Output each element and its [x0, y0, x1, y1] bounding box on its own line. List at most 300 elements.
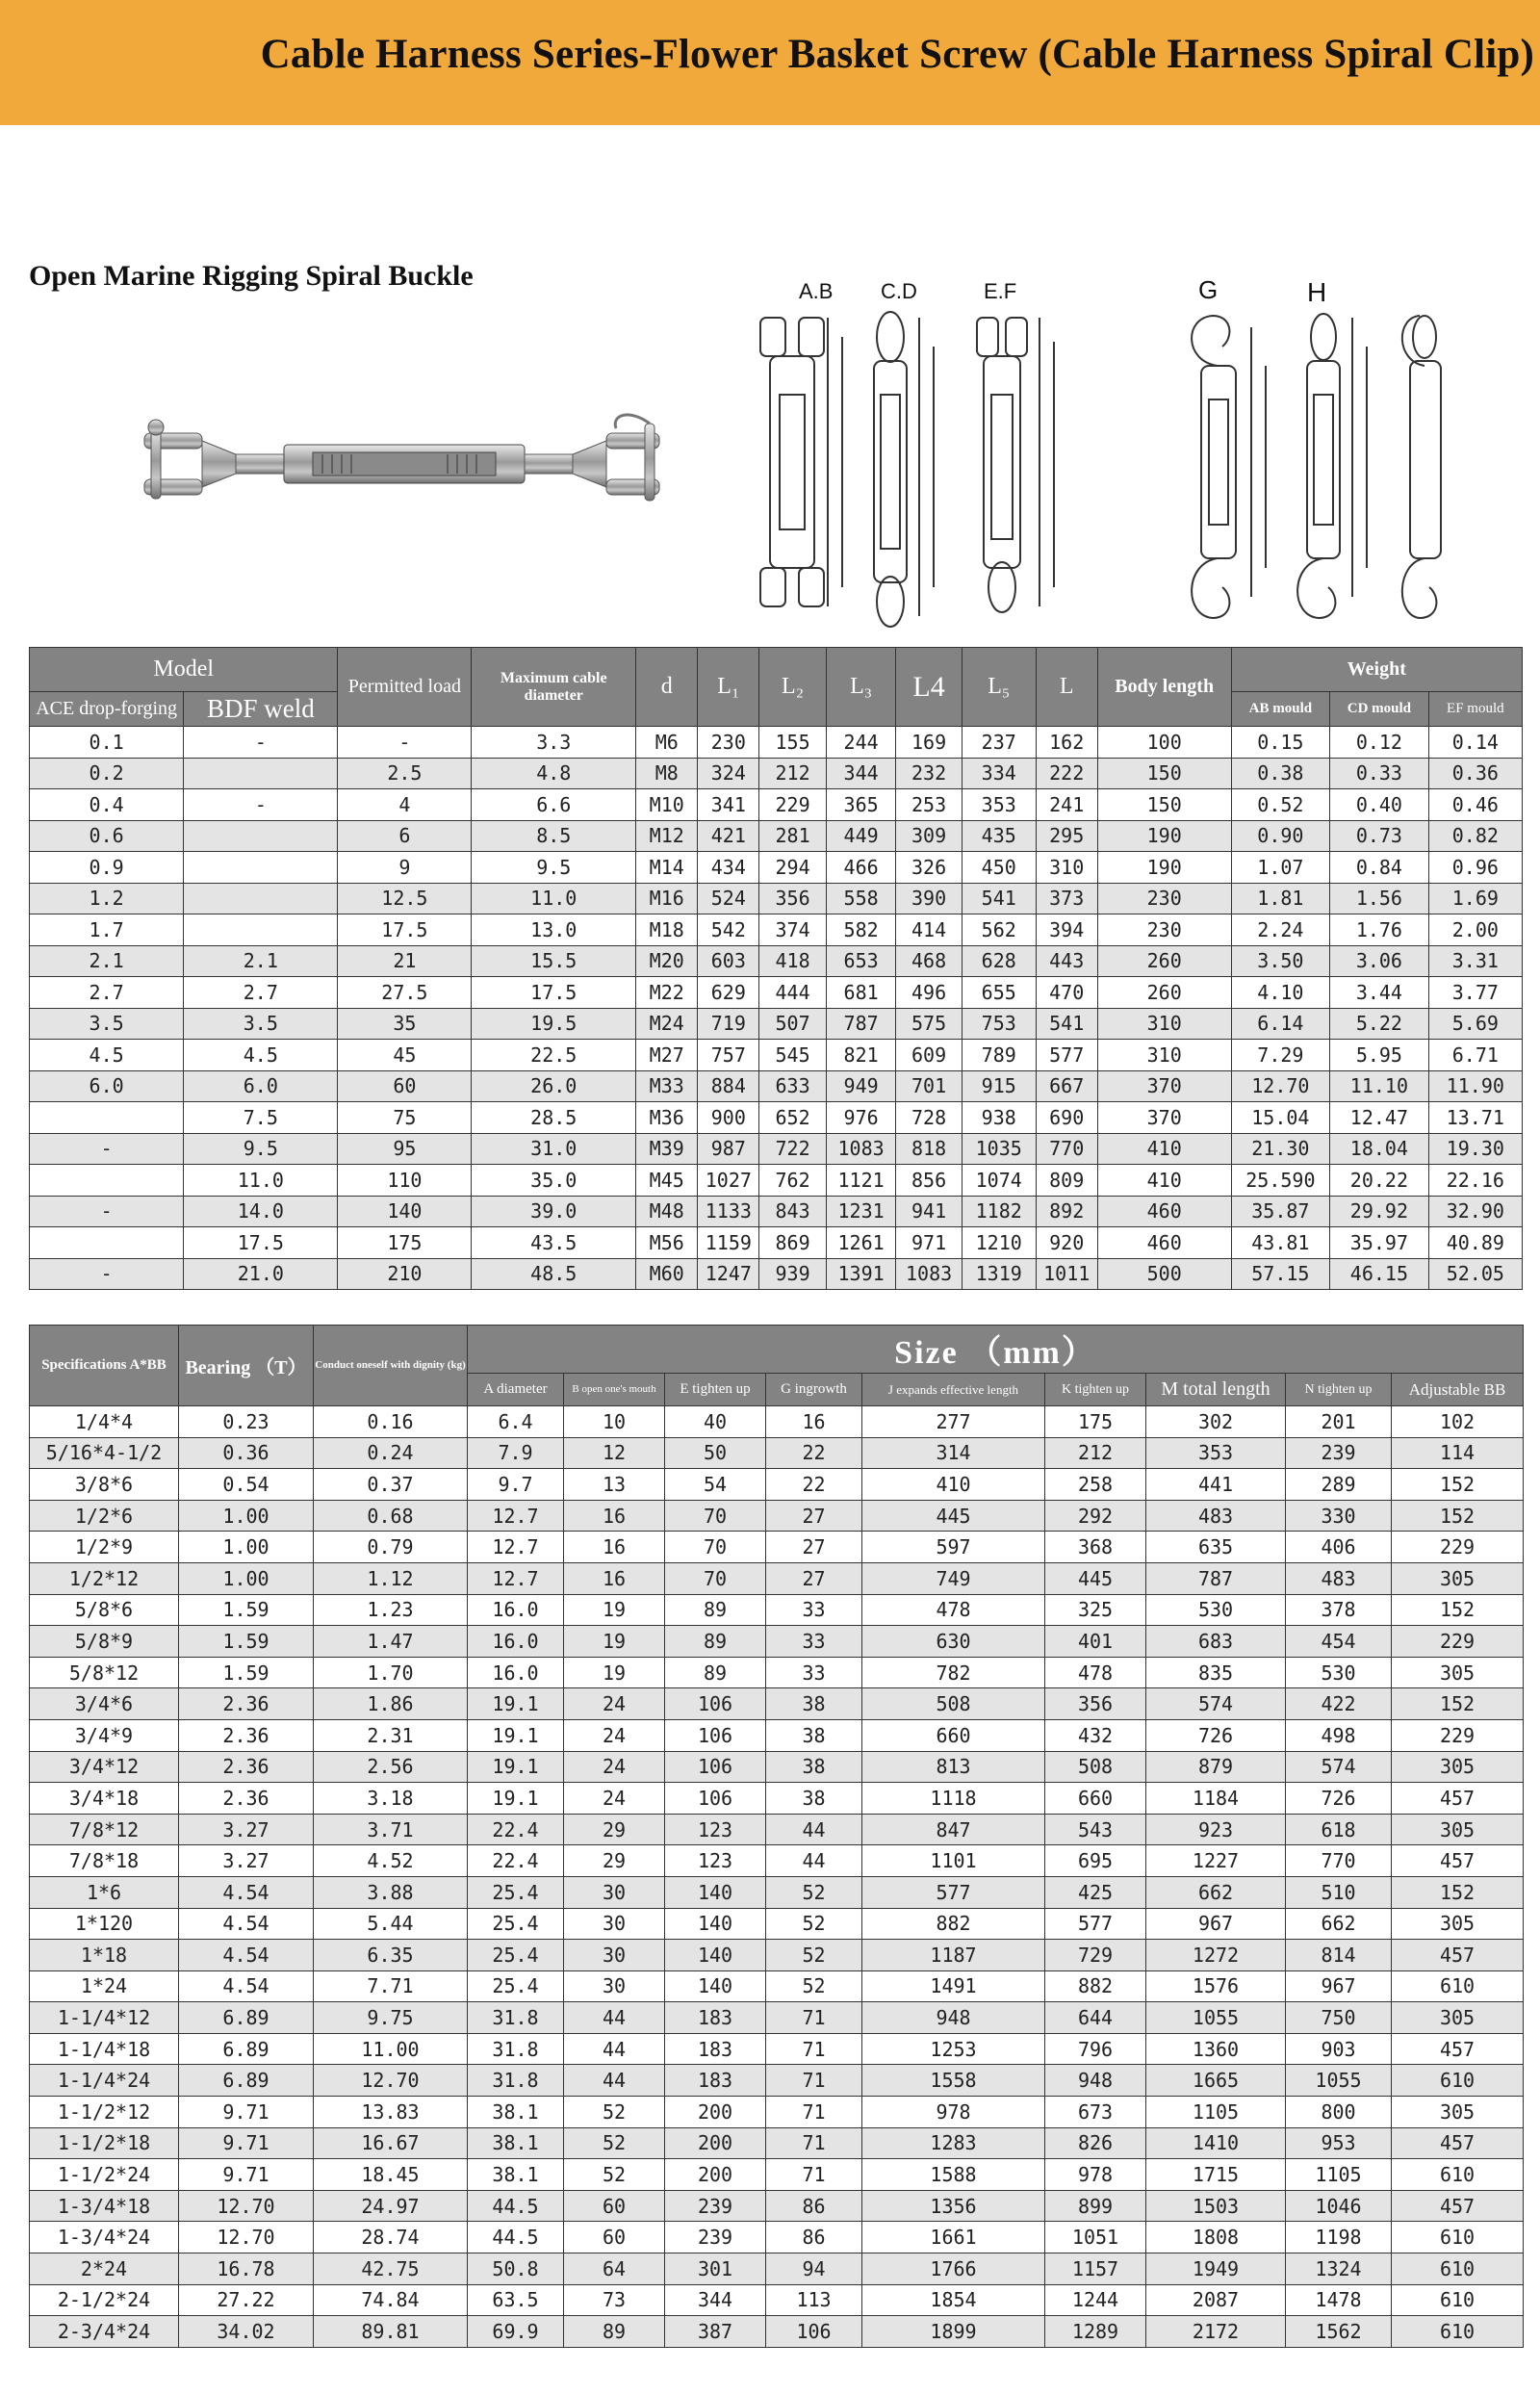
table-cell: 5/8*12 [30, 1657, 179, 1688]
table-cell: 175 [1045, 1406, 1146, 1438]
table-cell: 305 [1392, 2097, 1524, 2128]
table-cell: 1503 [1146, 2190, 1286, 2222]
header-ace: ACE drop-forging [30, 692, 184, 727]
table-cell: 140 [665, 1940, 766, 1971]
table-cell: 200 [665, 2097, 766, 2128]
table-cell: 869 [759, 1227, 826, 1259]
table-cell: 1035 [962, 1133, 1036, 1165]
table-cell: 27 [766, 1562, 862, 1594]
table-cell: 1.59 [179, 1626, 314, 1658]
table-cell: 71 [766, 2033, 862, 2065]
diagram-drawings [732, 308, 1502, 635]
table-cell: 1319 [962, 1258, 1036, 1290]
table-cell: 6.71 [1428, 1040, 1522, 1071]
table-cell: 0.46 [1428, 789, 1522, 821]
table-row [30, 758, 1523, 789]
table-cell: 310 [1097, 1040, 1231, 1071]
table-cell: M20 [636, 945, 698, 977]
table-cell: 541 [962, 883, 1036, 914]
table-cell: 835 [1146, 1657, 1286, 1688]
table-cell: 558 [826, 883, 896, 914]
table-cell: 140 [665, 1876, 766, 1908]
table-cell: 25.4 [468, 1908, 564, 1940]
table-cell: 22.4 [468, 1845, 564, 1877]
table-cell: 562 [962, 914, 1036, 946]
table-cell: 1808 [1146, 2222, 1286, 2253]
table-cell: 457 [1392, 1783, 1524, 1815]
table-row [30, 1751, 1524, 1783]
table-cell: 1055 [1146, 2002, 1286, 2034]
table-cell: 728 [896, 1102, 962, 1134]
table-cell: 900 [698, 1102, 759, 1134]
table-cell: 1715 [1146, 2159, 1286, 2191]
table-cell: 305 [1392, 1814, 1524, 1845]
table-cell: 45 [338, 1040, 472, 1071]
table-cell: 0.23 [179, 1406, 314, 1438]
table-cell: 478 [862, 1594, 1045, 1626]
table-cell: 8.5 [472, 820, 636, 852]
table-cell: 923 [1146, 1814, 1286, 1845]
table-cell: 1854 [862, 2284, 1045, 2316]
table-cell: 483 [1286, 1562, 1392, 1594]
table-cell [184, 758, 338, 789]
table-cell: 1046 [1286, 2190, 1392, 2222]
table-cell: 813 [862, 1751, 1045, 1783]
table-cell: 200 [665, 2159, 766, 2191]
header-k-tighten: K tighten up [1045, 1374, 1146, 1406]
table-cell: 324 [698, 758, 759, 789]
table-cell: 7/8*12 [30, 1814, 179, 1845]
table-cell: 353 [962, 789, 1036, 821]
table-cell: 330 [1286, 1500, 1392, 1532]
table-cell: M12 [636, 820, 698, 852]
table-cell: M24 [636, 1008, 698, 1040]
table-cell: 4.52 [314, 1845, 468, 1877]
table-cell: 1083 [826, 1133, 896, 1165]
header-e-tighten: E tighten up [665, 1374, 766, 1406]
table-cell: 1.00 [179, 1532, 314, 1563]
table-cell: 633 [759, 1070, 826, 1102]
table-row [30, 1940, 1524, 1971]
table-cell [184, 883, 338, 914]
table-cell: 545 [759, 1040, 826, 1071]
table-cell: 19 [564, 1594, 665, 1626]
table-cell: 21 [338, 945, 472, 977]
table-cell: 460 [1097, 1196, 1231, 1227]
table-cell: 524 [698, 883, 759, 914]
table-cell: 609 [896, 1040, 962, 1071]
table-cell: 2-1/2*24 [30, 2284, 179, 2316]
table-cell: 390 [896, 883, 962, 914]
table-cell: 212 [759, 758, 826, 789]
table-cell: 16.0 [468, 1626, 564, 1658]
table-cell: 655 [962, 977, 1036, 1009]
header-d: d [636, 648, 698, 727]
table-cell: 0.36 [1428, 758, 1522, 789]
table-cell: 508 [1045, 1751, 1146, 1783]
table-cell: 762 [759, 1165, 826, 1197]
table-cell: 373 [1036, 883, 1097, 914]
table-cell: 510 [1286, 1876, 1392, 1908]
header-m-total: M total length [1146, 1374, 1286, 1406]
table-cell: 750 [1286, 2002, 1392, 2034]
table-row [30, 1594, 1524, 1626]
table-cell: 100 [1097, 727, 1231, 759]
table-cell: 309 [896, 820, 962, 852]
table-cell: 28.5 [472, 1102, 636, 1134]
table-cell: 20.22 [1330, 1165, 1429, 1197]
table-cell: 432 [1045, 1719, 1146, 1751]
table-cell: 94 [766, 2253, 862, 2285]
table-cell: 410 [862, 1469, 1045, 1501]
table-cell: 102 [1392, 1406, 1524, 1438]
table-cell: 421 [698, 820, 759, 852]
header-g-ingrowth: G ingrowth [766, 1374, 862, 1406]
table-cell: 305 [1392, 1751, 1524, 1783]
table-cell: 770 [1036, 1133, 1097, 1165]
table-cell: 33 [766, 1626, 862, 1658]
table-cell: 892 [1036, 1196, 1097, 1227]
table-cell: 1187 [862, 1940, 1045, 1971]
table-cell: 978 [862, 2097, 1045, 2128]
table-cell: 630 [862, 1626, 1045, 1658]
table-cell: 32.90 [1428, 1196, 1522, 1227]
table-cell: 899 [1045, 2190, 1146, 2222]
table-cell: 847 [862, 1814, 1045, 1845]
table-cell: 468 [896, 945, 962, 977]
table-cell: M45 [636, 1165, 698, 1197]
table-cell: 726 [1286, 1783, 1392, 1815]
table-cell: - [30, 1196, 184, 1227]
table-cell: 410 [1097, 1133, 1231, 1165]
table-cell: 46.15 [1330, 1258, 1429, 1290]
table-cell: 295 [1036, 820, 1097, 852]
table-cell: 903 [1286, 2033, 1392, 2065]
table-cell: 0.40 [1330, 789, 1429, 821]
table-cell: 1562 [1286, 2316, 1392, 2348]
table-cell: 575 [896, 1008, 962, 1040]
table-cell: 719 [698, 1008, 759, 1040]
table-cell: 52 [766, 1940, 862, 1971]
table-cell: 0.96 [1428, 852, 1522, 884]
table-cell: 33 [766, 1594, 862, 1626]
rigging-spec-table [29, 647, 1523, 1290]
table-cell: 3.27 [179, 1845, 314, 1877]
table-cell: 17.5 [472, 977, 636, 1009]
table-cell: 0.16 [314, 1406, 468, 1438]
table-cell: 12.7 [468, 1562, 564, 1594]
table-cell: - [184, 789, 338, 821]
table-cell: 19.1 [468, 1783, 564, 1815]
diagram-h-drawing [1297, 314, 1441, 618]
table-cell: 5/16*4-1/2 [30, 1437, 179, 1469]
table-cell: 618 [1286, 1814, 1392, 1845]
table-cell: 162 [1036, 727, 1097, 759]
table-cell: 1.59 [179, 1657, 314, 1688]
table-cell: 241 [1036, 789, 1097, 821]
table-row [30, 2284, 1524, 2316]
table-cell: 4.5 [184, 1040, 338, 1071]
table-row [30, 1719, 1524, 1751]
table-cell: 3.5 [30, 1008, 184, 1040]
table-cell: 230 [1097, 883, 1231, 914]
table-cell: 52 [766, 1876, 862, 1908]
table-cell: 0.36 [179, 1437, 314, 1469]
table-cell: 1210 [962, 1227, 1036, 1259]
table-cell: 1766 [862, 2253, 1045, 2285]
table-cell: M10 [636, 789, 698, 821]
table-cell: 660 [862, 1719, 1045, 1751]
table-cell: 507 [759, 1008, 826, 1040]
table-cell: 11.90 [1428, 1070, 1522, 1102]
table-cell: 16 [766, 1406, 862, 1438]
table-cell: 71 [766, 2159, 862, 2191]
table-cell: 394 [1036, 914, 1097, 946]
table-cell: 11.10 [1330, 1070, 1429, 1102]
table-cell: 882 [1045, 1970, 1146, 2002]
table-cell: 814 [1286, 1940, 1392, 1971]
table-cell [30, 1227, 184, 1259]
table-cell: 1227 [1146, 1845, 1286, 1877]
table-cell: 152 [1392, 1688, 1524, 1720]
table-cell: 40 [665, 1406, 766, 1438]
diagram-ef-drawing [977, 318, 1054, 612]
table-cell [184, 914, 338, 946]
table-cell: 35.87 [1231, 1196, 1330, 1227]
table-cell: 2*24 [30, 2253, 179, 2285]
table-cell: 325 [1045, 1594, 1146, 1626]
table-cell: 27.22 [179, 2284, 314, 2316]
table-cell: 5.22 [1330, 1008, 1429, 1040]
table-cell: 610 [1392, 2065, 1524, 2097]
table-cell: 652 [759, 1102, 826, 1134]
diagram-label-ef: E.F [984, 279, 1017, 303]
table-cell: 310 [1097, 1008, 1231, 1040]
table-cell: 1/2*6 [30, 1500, 179, 1532]
table-cell: 1-1/2*12 [30, 2097, 179, 2128]
table-cell: M56 [636, 1227, 698, 1259]
table-cell: 6.89 [179, 2065, 314, 2097]
table-cell: 5.44 [314, 1908, 468, 1940]
table-cell: 629 [698, 977, 759, 1009]
table-cell: 2.5 [338, 758, 472, 789]
rigging-spec-table-body [30, 727, 1523, 1290]
table-row [30, 789, 1523, 821]
table-cell: 30 [564, 1940, 665, 1971]
table-row [30, 820, 1523, 852]
table-cell: 230 [698, 727, 759, 759]
table-cell: 71 [766, 2002, 862, 2034]
table-cell: 25.4 [468, 1970, 564, 2002]
table-cell: 25.590 [1231, 1165, 1330, 1197]
table-cell: 662 [1286, 1908, 1392, 1940]
table-cell: - [338, 727, 472, 759]
table-cell: 610 [1392, 2222, 1524, 2253]
table-cell: 0.37 [314, 1469, 468, 1501]
table-cell: 229 [759, 789, 826, 821]
table-row [30, 1626, 1524, 1658]
table-cell: 30 [564, 1876, 665, 1908]
table-cell: 12.47 [1330, 1102, 1429, 1134]
table-cell: 12.5 [338, 883, 472, 914]
table-cell: 35.0 [472, 1165, 636, 1197]
table-cell: 1-1/2*18 [30, 2127, 179, 2159]
table-cell: 406 [1286, 1532, 1392, 1563]
table-cell: 1283 [862, 2127, 1045, 2159]
table-cell: 6.0 [30, 1070, 184, 1102]
table-cell: 24 [564, 1719, 665, 1751]
table-cell: 260 [1097, 945, 1231, 977]
table-cell: 1253 [862, 2033, 1045, 2065]
table-cell: 12.7 [468, 1500, 564, 1532]
table-cell: 152 [1392, 1594, 1524, 1626]
table-cell: 22 [766, 1469, 862, 1501]
table-cell: 809 [1036, 1165, 1097, 1197]
table-cell: 210 [338, 1258, 472, 1290]
header-ef-mould: EF mould [1428, 692, 1522, 727]
table-cell: 12.70 [314, 2065, 468, 2097]
table-cell: 38 [766, 1751, 862, 1783]
table-cell: 0.79 [314, 1532, 468, 1563]
header-l5: L₅ [962, 648, 1036, 727]
table-cell: M27 [636, 1040, 698, 1071]
table-cell: 190 [1097, 852, 1231, 884]
table-cell: 6.0 [184, 1070, 338, 1102]
table-cell: 722 [759, 1133, 826, 1165]
table-cell: 33 [766, 1657, 862, 1688]
table-cell: 6.4 [468, 1406, 564, 1438]
table-cell: 21.30 [1231, 1133, 1330, 1165]
table-cell: 1105 [1286, 2159, 1392, 2191]
table-cell: 9.71 [179, 2097, 314, 2128]
table-cell: 422 [1286, 1688, 1392, 1720]
table-cell: 106 [766, 2316, 862, 2348]
table-row [30, 727, 1523, 759]
header-l1: L₁ [698, 648, 759, 727]
table-cell: 3.88 [314, 1876, 468, 1908]
table-cell: 0.6 [30, 820, 184, 852]
table-cell: 155 [759, 727, 826, 759]
table-cell: 44 [766, 1814, 862, 1845]
table-cell: 40.89 [1428, 1227, 1522, 1259]
table-cell: 89.81 [314, 2316, 468, 2348]
table-cell: 7.5 [184, 1102, 338, 1134]
table-cell: 457 [1392, 2033, 1524, 2065]
table-cell: 123 [665, 1845, 766, 1877]
table-cell: 38 [766, 1688, 862, 1720]
section-subtitle: Open Marine Rigging Spiral Buckle [29, 260, 474, 292]
turnbuckle-photo [130, 404, 679, 529]
table-cell: 3.71 [314, 1814, 468, 1845]
table-cell: 31.0 [472, 1133, 636, 1165]
table-cell: 3/4*18 [30, 1783, 179, 1815]
table-cell: M22 [636, 977, 698, 1009]
table-cell: 38 [766, 1783, 862, 1815]
table-cell: 3.5 [184, 1008, 338, 1040]
table-cell: 1/2*12 [30, 1562, 179, 1594]
table-cell: 1.07 [1231, 852, 1330, 884]
table-cell: 42.75 [314, 2253, 468, 2285]
table-cell: 4.54 [179, 1908, 314, 1940]
table-row [30, 1845, 1524, 1877]
table-cell: 123 [665, 1814, 766, 1845]
table-cell: 1157 [1045, 2253, 1146, 2285]
table-row [30, 1102, 1523, 1134]
table-cell: 1491 [862, 1970, 1045, 2002]
table-cell: 63.5 [468, 2284, 564, 2316]
table-cell: 683 [1146, 1626, 1286, 1658]
table-cell: 660 [1045, 1783, 1146, 1815]
table-cell: 305 [1392, 1562, 1524, 1594]
table-cell: 387 [665, 2316, 766, 2348]
table-cell: 1*18 [30, 1940, 179, 1971]
table-cell [184, 852, 338, 884]
table-row [30, 1008, 1523, 1040]
turnbuckle-size-table [29, 1325, 1524, 2348]
table-cell: 302 [1146, 1406, 1286, 1438]
table-cell: 1.59 [179, 1594, 314, 1626]
table-cell: 1588 [862, 2159, 1045, 2191]
table-cell: 2.36 [179, 1688, 314, 1720]
table-cell: 244 [826, 727, 896, 759]
header-l4: L4 [896, 648, 962, 727]
table-row [30, 1165, 1523, 1197]
table-cell: 1.56 [1330, 883, 1429, 914]
table-row [30, 2190, 1524, 2222]
table-cell: 12.70 [179, 2222, 314, 2253]
table-cell: 2.00 [1428, 914, 1522, 946]
table-cell: 1*24 [30, 1970, 179, 2002]
table-cell: 1.23 [314, 1594, 468, 1626]
table-cell: 6.89 [179, 2033, 314, 2065]
table-cell: 292 [1045, 1500, 1146, 1532]
table-cell: 2.1 [184, 945, 338, 977]
table-cell: - [30, 1258, 184, 1290]
table-cell: 577 [1045, 1908, 1146, 1940]
header-ab-mould: AB mould [1231, 692, 1330, 727]
table-cell: 19.1 [468, 1719, 564, 1751]
table-cell: 106 [665, 1688, 766, 1720]
table-cell: 25.4 [468, 1876, 564, 1908]
diagram-ab-drawing [760, 318, 842, 606]
table-cell: 89 [665, 1657, 766, 1688]
table-row [30, 1783, 1524, 1815]
table-row [30, 1040, 1523, 1071]
table-row [30, 1437, 1524, 1469]
table-row [30, 1406, 1524, 1438]
table-cell: 11.0 [472, 883, 636, 914]
table-cell: 89 [665, 1594, 766, 1626]
table-cell: 1558 [862, 2065, 1045, 2097]
header-size: Size （mm） [468, 1326, 1524, 1374]
table-cell: - [30, 1133, 184, 1165]
table-cell: 577 [862, 1876, 1045, 1908]
table-cell: 787 [826, 1008, 896, 1040]
table-cell: 370 [1097, 1102, 1231, 1134]
table-cell: 341 [698, 789, 759, 821]
table-cell: 152 [1392, 1500, 1524, 1532]
header-l3: L₃ [826, 648, 896, 727]
table-cell: 2.24 [1231, 914, 1330, 946]
table-cell: 948 [1045, 2065, 1146, 2097]
table-cell: 190 [1097, 820, 1231, 852]
table-cell: 653 [826, 945, 896, 977]
table-cell: 610 [1392, 2159, 1524, 2191]
table-cell: 1.86 [314, 1688, 468, 1720]
table-cell: 1-3/4*18 [30, 2190, 179, 2222]
table-cell: 2.1 [30, 945, 184, 977]
table-cell: 450 [962, 852, 1036, 884]
